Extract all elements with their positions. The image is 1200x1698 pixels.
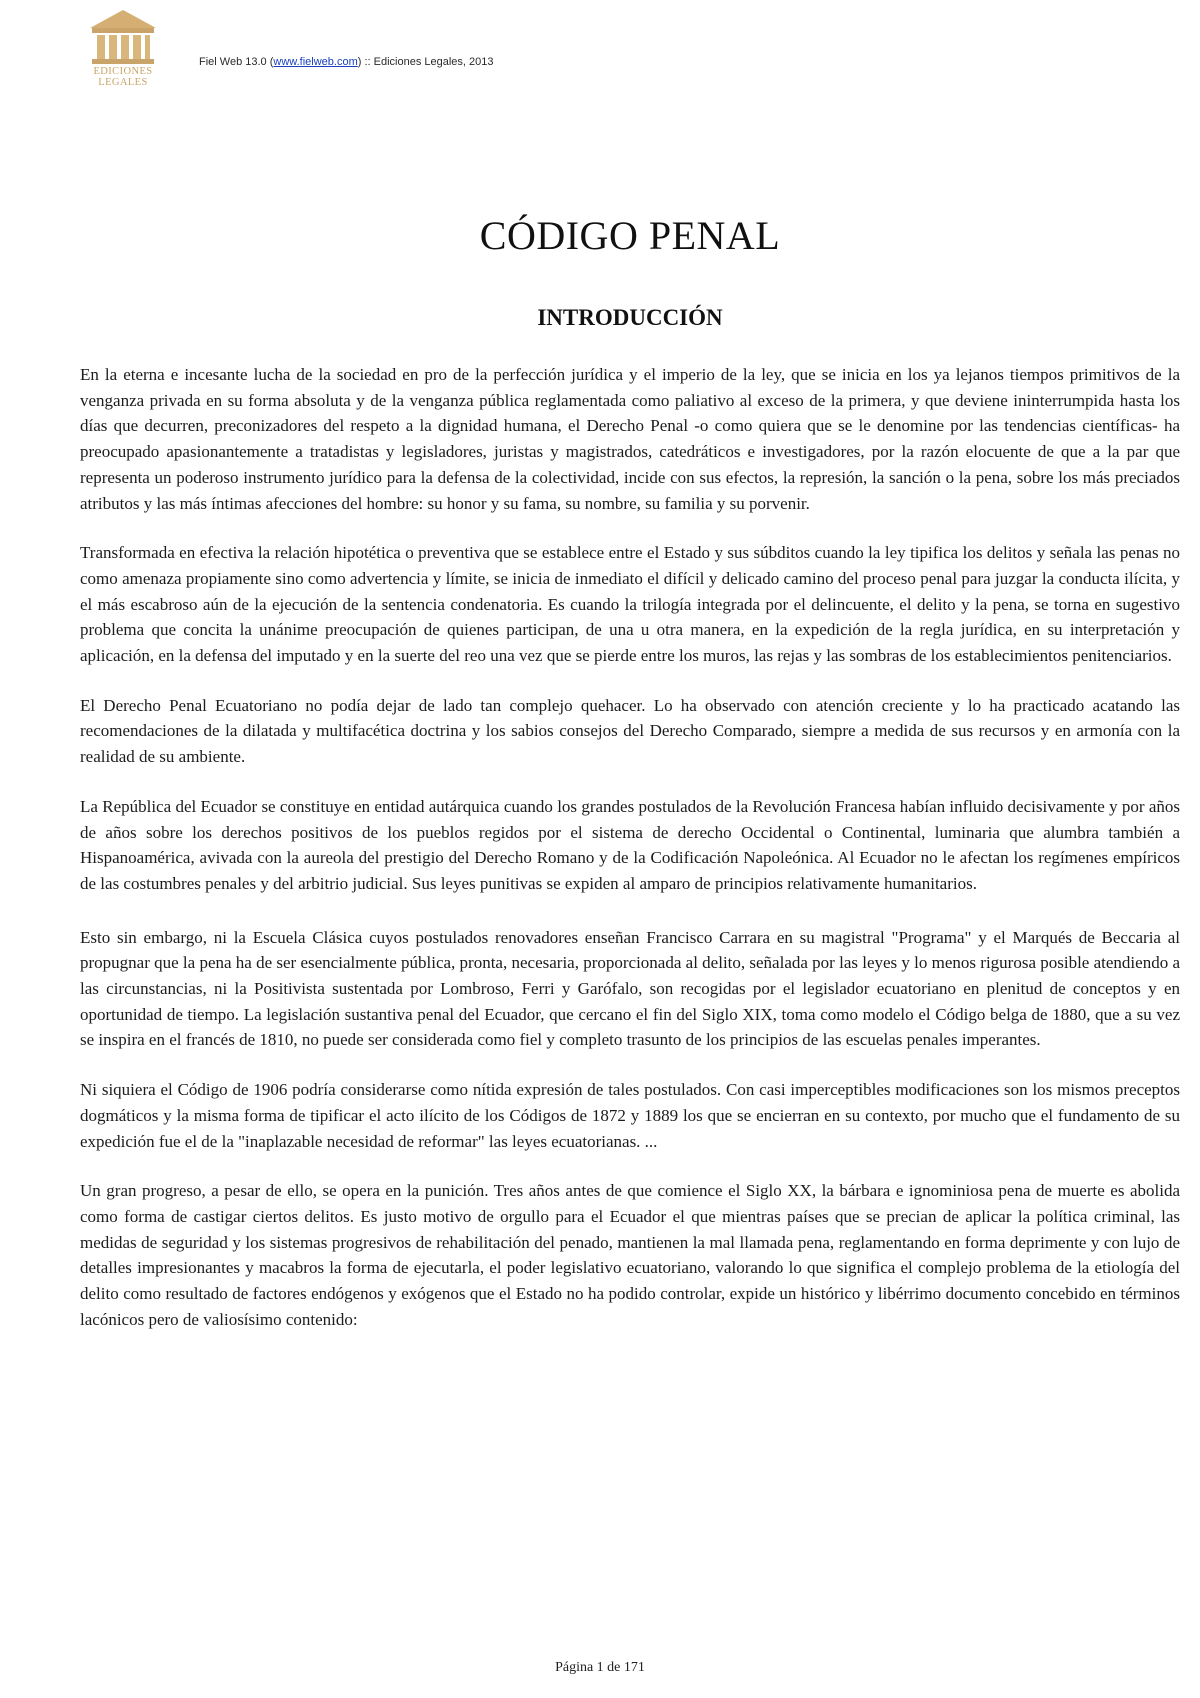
source-prefix: Fiel Web 13.0 ( [199, 56, 274, 68]
paragraph: Ni siquiera el Código de 1906 podría considerarse como nítida expresión de tales postulados. Con casi imperceptibles modificaciones son los mismos preceptos dogmáticos y la misma forma de tipificar el acto ilícito de los Códigos de 1872 y 1889 los que se encierran en su contexto, por mucho que el fundamento de su expedición fue el de la "inaplazable necesidad de reformar" las leyes ecuatorianas. ... [80, 1080, 1180, 1151]
paragraph: Esto sin embargo, ni la Escuela Clásica cuyos postulados renovadores enseñan Francisco Carrara en su magistral "Programa" y el Marqués de Beccaria al propugnar que la pena ha de ser esencialmente pública, pronta, necesaria, proporcionada al delito, señalada por las leyes y lo menos rigurosa posible atendiendo a las circunstancias, ni la Positivista sustentada por Lombroso, Ferri y Garófalo, son recogidas por el legislador ecuatoriano en plenitud de conceptos y en oportunidad de tiempo. La legislación sustantiva penal del Ecuador, que cercano el fin del Siglo XIX, toma como modelo el Código belga de 1880, que a su vez se inspira en el francés de 1810, no puede ser considerada como fiel y completo trasunto de los principios de las escuelas penales imperantes. [80, 927, 1180, 1050]
source-line [199, 56, 494, 68]
document-title: CÓDIGO PENAL [479, 213, 781, 258]
fielweb-link[interactable]: www.fielweb.com [273, 56, 358, 68]
logo-text-line2: LEGALES [98, 77, 148, 88]
temple-icon [84, 8, 162, 68]
source-suffix: ) :: Ediciones Legales, 2013 [357, 56, 494, 68]
logo-wordmark [84, 66, 162, 88]
paragraph: El Derecho Penal Ecuatoriano no podía dejar de lado tan complejo quehacer. Lo ha observado con atención creciente y lo ha practicado acatando las recomendaciones de la dilatada y multifacética doctrina y los sabios consejos del Derecho Comparado, siempre a medida de sus recursos y en armonía con la realidad de su ambiente. [80, 695, 1180, 767]
section-title: INTRODUCCIÓN [537, 305, 723, 330]
paragraph: Un gran progreso, a pesar de ello, se opera en la punición. Tres años antes de que comience el Siglo XX, la bárbara e ignominiosa pena de muerte es abolida como forma de castigar ciertos delitos. Es justo motivo de orgullo para el Ecuador el que mientras países que se precian de aplicar la política criminal, las medidas de seguridad y los sistemas progresivos de rehabilitación del penado, mantienen la mal llamada pena, reglamentando en forma deprimente y con lujo de detalles impresionantes y macabros la forma de ejecutarla, el poder legislativo ecuatoriano, valorando lo que significa el complejo problema de la etiología del delito como resultado de factores endógenos y exógenos que el Estado no ha podido controlar, expide un histórico y libérrimo documento concebido en términos lacónicos pero de valiosísimo contenido: [80, 1181, 1180, 1329]
logo-text-line1: EDICIONES [93, 66, 153, 77]
paragraph: La República del Ecuador se constituye en entidad autárquica cuando los grandes postulados de la Revolución Francesa habían influido decisivamente y por años de años sobre los derechos positivos de los pueblos regidos por el sistema de derecho Occidental o Continental, luminaria que alumbra también a Hispanoamérica, avivada con la aureola del prestigio del Derecho Romano y de la Codificación Napoleónica. Al Ecuador no le afectan los regímenes empíricos de las costumbres penales y del arbitrio judicial. Sus leyes punitivas se expiden al amparo de principios relativamente humanitarios. [80, 796, 1180, 893]
paragraph: Transformada en efectiva la relación hipotética o preventiva que se establece entre el Estado y sus súbditos cuando la ley tipifica los delitos y señala las penas no como amenaza propiamente sino como advertencia y límite, se inicia de inmediato el difícil y delicado camino del proceso penal para juzgar la conducta ilícita, y el más escabroso aún de la ejecución de la sentencia condenatoria. Es cuando la trilogía integrada por el delincuente, el delito y la pena, se torna en sugestivo problema que concita la unánime preocupación de quienes participan, de una u otra manera, en la expedición de la regla jurídica, en su interpretación y aplicación, en la defensa del imputado y en la suerte del reo una vez que se pierde entre los muros, las rejas y las sombras de los establecimientos penitenciarios. [80, 543, 1180, 666]
body-text [80, 362, 1180, 1357]
page-number: Página 1 de 171 [555, 1660, 645, 1675]
paragraph: En la eterna e incesante lucha de la sociedad en pro de la perfección jurídica y el imperio de la ley, que se inicia en los ya lejanos tiempos primitivos de la venganza privada en su forma absoluta y de la venganza pública reglamentada como paliativo al exceso de la primera, y que deviene ininterrumpida hasta los días que decurren, preconizadores del respeto a la dignidad humana, el Derecho Penal -o como quiera que se le denomine por las tendencias científicas- ha preocupado apasionantemente a tratadistas y legisladores, juristas y magistrados, catedráticos e investigadores, por la razón elocuente de que a la par que representa un poderoso instrumento jurídico para la defensa de la colectividad, incide con sus efectos, la represión, la sanción o la pena, sobre los más preciados atributos y las más íntimas afecciones del hombre: su honor y su fama, su nombre, su familia y su porvenir. [80, 365, 1180, 513]
ediciones-legales-logo [84, 8, 162, 94]
